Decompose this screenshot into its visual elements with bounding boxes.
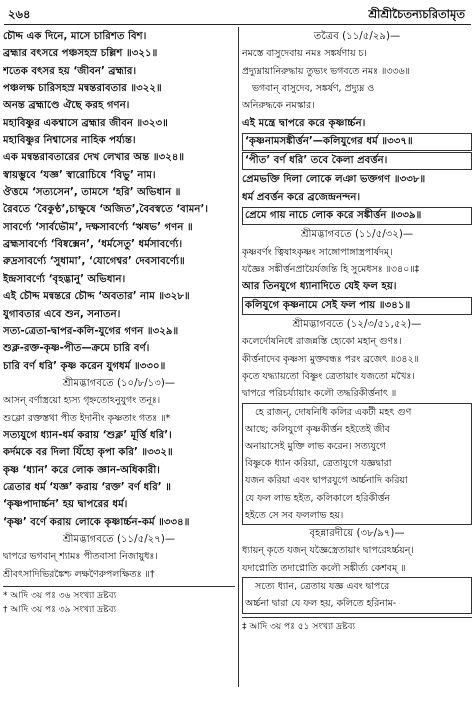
sanskrit-line: নমস্তে বাসুদেবায় নমঃ সঙ্কর্ষণায় চ। xyxy=(242,48,367,60)
sanskrit-line: কৃতে যদ্ধ্যায়তো বিষ্ণুং ত্রেতায়াং যজতো মখৈঃ। xyxy=(242,370,415,382)
verse-line: কৃষ্ণ ‘ধ্যান’ করে লোক জ্ঞান-অধিকারী। xyxy=(3,464,160,476)
footnote-rule xyxy=(3,586,235,587)
sanskrit-line: ধ্যায়ন্ কৃতে যজন্ যজ্ঞৈস্ত্রেতায়াং দ্বাপরেঽর্চ্চয়ন্। xyxy=(242,545,414,557)
sanskrit-line: কীর্ত্তনাদেব কৃষ্ণস্য মুক্তবন্ধঃ পরং ব্রজেৎ ॥৩৪২॥ xyxy=(242,353,419,365)
verse-line: ব্রহ্মার বৎসরে পঞ্চসহস্র চল্লিশ ॥৩২১॥ xyxy=(3,48,158,60)
translation-box xyxy=(242,403,472,525)
translation-line: বিষ্ণুকে ধ্যান করিয়া, ত্রেতাযুগে যজ্ঞদ্বারা xyxy=(245,458,392,470)
left-column xyxy=(3,28,235,617)
sanskrit-line: যদাপ্নোতি তদাপ্নোতি কলৌ সঙ্কীর্ত্য কেশবম্ ॥ xyxy=(242,562,406,574)
running-title: শ্রীশ্রীচৈতন্যচরিতামৃত xyxy=(368,7,465,21)
source-reference: শ্রীমদ্ভাগবতে (১২/৩/৫১,৫২)— xyxy=(292,318,422,330)
sanskrit-line: যজ্ঞৈঃ সঙ্কীর্ত্তনপ্রায়ৈর্যজন্তি হি সুমেধসঃ ॥৩৪০॥‡ xyxy=(242,264,420,276)
verse-line: ঔত্তমে ‘সত্যসেন’, তামসে ‘হরি’ অভিধান ॥ xyxy=(3,187,181,199)
translation-line: আছে; কলিযুগে কৃষ্ণকীর্ত্তন হইতেই জীব xyxy=(245,423,391,435)
verse-line: ধর্ম প্রবর্ত্তন করে ব্রজেন্দ্রনন্দন। xyxy=(242,191,361,203)
sanskrit-line: শুক্লো রক্তস্তথা পীত ইদানীং কৃষ্ণতাং গতঃ ॥* xyxy=(3,412,171,424)
verse-line: অনন্ত ব্রহ্মাণ্ডে ঐছে করহ গণন। xyxy=(3,100,130,112)
translation-line: অনিরুদ্ধকে নমস্কার। xyxy=(242,100,315,112)
verse-line: স্বায়ম্ভুবে ‘যজ্ঞ’ স্বারোচিষে ‘বিভু’ নাম। xyxy=(3,169,156,181)
verse-line: এক মন্বন্তরাবতারের দেখ লেখার অন্ত ॥৩২৪॥ xyxy=(3,152,185,164)
verse-line: ব্রহ্মসাবর্ণ্যে ‘বিষ্বক্সেন’, ‘ধর্মসেতু’ ধর্মসাবর্ণ্যে। xyxy=(3,239,183,251)
verse-line: মহাবিষ্ণুর একশ্বাসে ব্রহ্মার জীবন ॥৩২৩॥ xyxy=(3,117,168,129)
page-number: ২৬৪ xyxy=(8,7,31,21)
translation-line: যজন করিয়া এবং দ্বাপরযুগে অর্চ্চনাদি করিয়া xyxy=(245,475,408,487)
verse-line: পঞ্চলক্ষ চারিসহস্র মন্বন্তরাবতার ॥৩২২॥ xyxy=(3,83,162,95)
sanskrit-line: দ্বাপরে ভগবান্ শ্যামঃ পীতবাসা নিজায়ুধঃ। xyxy=(3,551,158,563)
verse-line: চৌদ্দ এক দিনে, মাসে চারিশত বিশ। xyxy=(3,31,147,42)
verse-line: সত্য-ত্রেতা-দ্বাপর-কলি-যুগের গণন ॥৩২৯॥ xyxy=(3,325,179,337)
verse-line: রুদ্রসাবর্ণ্যে ‘সুধামা’, ‘যোগেশ্বর’ দেবসাবর্ণ্যে॥ xyxy=(3,256,185,268)
translation-box xyxy=(242,577,472,613)
header-rule xyxy=(4,24,471,25)
verse-line: এই মন্ত্রে দ্বাপরে করে কৃষ্ণার্চ্চন। xyxy=(242,117,366,129)
source-reference: শ্রীমদ্ভাগবতে (১১/৫/২৭)— xyxy=(62,533,176,545)
column-divider xyxy=(238,27,239,687)
verse-line: ত্রেতার ধর্ম ‘যজ্ঞ’ করায় ‘রক্ত’ বর্ণ ধরি’ ॥ xyxy=(3,481,171,493)
verse-line: ইন্দ্রসাবর্ণ্যে ‘বৃহদ্ভানু’ অভিধান। xyxy=(3,273,126,285)
verse-line: মহাবিষ্ণুর নিশ্বাসের নাহিক পর্য্যন্ত। xyxy=(3,135,136,147)
footnote-rule xyxy=(242,617,472,618)
verse-line: প্রেমভক্তি দিলা লোকে লঞা ভক্তগণ ॥৩৩৮॥ xyxy=(242,174,426,186)
translation-line: হে রাজন্, দোষনিধি কলির একটী মহৎ গুণ xyxy=(255,406,412,418)
translation-line: অনায়াসেই মুক্তি লাভ করেন। সত্যযুগে xyxy=(245,441,386,453)
source-reference: তত্রৈব (১১/৫/২৯)— xyxy=(313,31,401,42)
verse-line: চারি বর্ণ ধরি’ কৃষ্ণ করেন যুগধর্ম ॥৩৩০॥ xyxy=(3,360,166,372)
source-reference: শ্রীমদ্ভাগবতে (১০/৮/১৩)— xyxy=(62,377,176,389)
source-reference: বৃহন্নারদীয়ে (৩৮/৯৭)— xyxy=(309,528,405,540)
verse-line: ‘পীত’ বর্ণ ধরি’ তবে কৈলা প্রবর্ত্তন। xyxy=(242,152,472,170)
sanskrit-line: কৃষ্ণবর্ণং ত্বিষাঽকৃষ্ণং সাঙ্গোপাঙ্গাস্ত্রপার্ষদম্। xyxy=(242,246,393,258)
verse-line: ‘কৃষ্ণ’ বর্ণে করায় লোকে কৃষ্ণার্চ্চন-কর্ম ॥৩৩৪॥ xyxy=(3,516,190,528)
verse-line: কর্দমকে বর দিলা যিঁহো কৃপা করি’ ॥৩৩২॥ xyxy=(3,447,173,459)
sanskrit-line: কলের্দোষনিধে রাজন্নস্তি হ্যেকো মহান্ গুণঃ। xyxy=(242,336,402,348)
verse-line: কলিযুগে কৃষ্ণনামে সেই ফল পায় ॥৩৪১॥ xyxy=(242,297,472,315)
translation-line: সত্যে ধ্যান, ত্রেতায় যজ্ঞ এবং দ্বাপরে xyxy=(255,581,390,593)
source-reference: শ্রীমদ্ভাগবতে (১১/৫/৩২)— xyxy=(300,229,414,241)
translation-line: হইতে সে সব ফললাভ হয়। xyxy=(245,509,344,521)
footnote: ‡ আদি ৩য় পঃ ৫১ সংখ্যা দ্রষ্টব্য xyxy=(242,621,356,632)
sanskrit-line: প্রদ্যুম্নায়ানিরুদ্ধায় তুভ্যং ভগবতে নমঃ ॥৩৩৬॥ xyxy=(242,65,410,77)
verse-line: শতেক বৎসর হয় ‘জীবন’ ব্রহ্মার। xyxy=(3,65,137,77)
verse-line: সত্যযুগে ধ্যান-ধর্ম করায় ‘শুক্ল’ মূর্ত্তি ধরি’। xyxy=(3,429,172,441)
translation-line: ভগবান্ বাসুদেব, সঙ্কর্ষণ, প্রদ্যুম্ন ও xyxy=(252,83,375,95)
sanskrit-line: আসন্ বর্ণাস্ত্রয়ো হ্যস্য গৃহ্নতোঽনুযুগং তনূঃ। xyxy=(3,395,161,407)
verse-line: রৈবতে ‘বৈকুণ্ঠ’,চাক্ষুষে ‘অজিত’,বৈবস্বতে ‘বামন’। xyxy=(3,204,209,216)
verse-line: শুক্ল-রক্ত-কৃষ্ণ-পীত—ক্রমে চারি বর্ণ। xyxy=(3,343,150,355)
translation-line: যে ফল লাভ হইত, কলিকালে হরিকীর্ত্তন xyxy=(245,492,391,504)
verse-line: ‘কৃষ্ণনামসঙ্কীর্ত্তন’—কলিযুগের ধর্ম ॥৩৩৭॥ xyxy=(242,133,472,151)
sanskrit-line: দ্বাপরে পরিচর্য্যায়াং কলৌ তদ্ধরিকীর্ত্তনাৎ ॥ xyxy=(242,388,397,400)
verse-line: সাবর্ণ্যে ‘সার্বভৌম’, দক্ষসাবর্ণ্যে ‘ঋষভ’ গণন ॥ xyxy=(3,221,193,233)
sanskrit-line: শ্রীবৎসাদিভিরঙ্কৈশ্চ লক্ষণৈরুপলক্ষিতঃ ॥† xyxy=(3,568,155,580)
verse-line: এই চৌদ্দ মন্বন্তরে চৌদ্দ ‘অবতার’ নাম ॥৩২৮॥ xyxy=(3,291,190,303)
right-column xyxy=(242,28,472,634)
verse-line: ‘কৃষ্ণপাদার্চ্চন’ হয় দ্বাপরের ধর্ম। xyxy=(3,499,128,511)
footnote: † আদি ৩য় পঃ ৩৯ সংখ্যা দ্রষ্টব্য xyxy=(3,605,117,615)
verse-line: প্রেমে গায় নাচে লোক করে সঙ্কীর্ত্তন ॥৩৩৯॥ xyxy=(242,207,472,225)
verse-line: যুগাবতার এবে শুন, সনাতন। xyxy=(3,308,121,320)
translation-line: অর্চ্চনা দ্বারা যে ফল হয়, কলিতে হরিনাম- xyxy=(245,598,397,610)
footnote: * আদি ৩য় পঃ ৩৬ সংখ্যা দ্রষ্টব্য xyxy=(3,591,117,601)
verse-line: আর তিনযুগে ধ্যানাদিতে যেই ফল হয়। xyxy=(242,281,397,293)
